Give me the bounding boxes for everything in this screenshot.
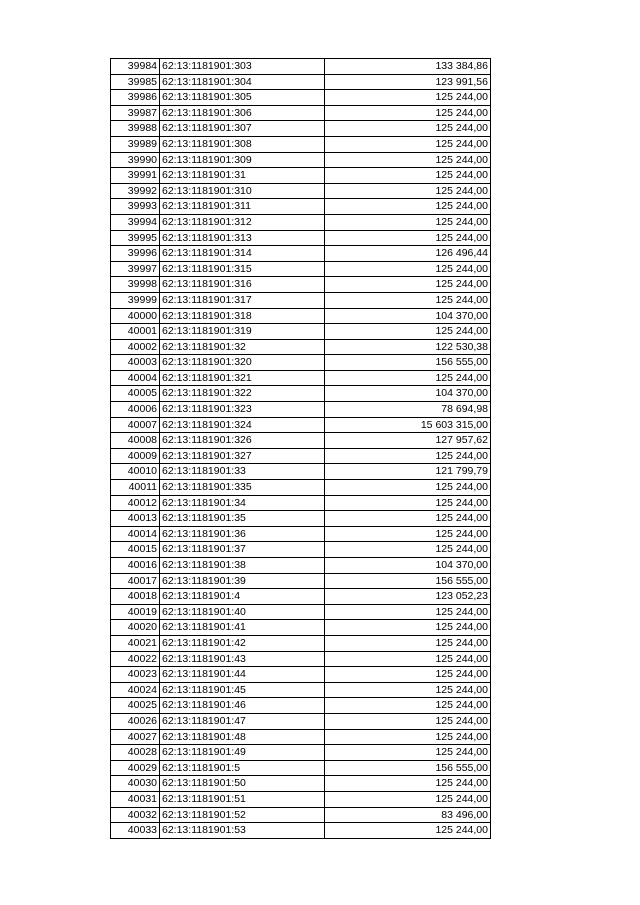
cadastral-number-cell: 62:13:1181901:321	[160, 370, 325, 386]
cadastral-value-cell: 125 244,00	[325, 292, 491, 308]
cadastral-value-cell: 125 244,00	[325, 667, 491, 683]
table-row	[111, 355, 491, 371]
table-row	[111, 526, 491, 542]
cadastral-number-cell: 62:13:1181901:315	[160, 261, 325, 277]
cadastral-number-cell: 62:13:1181901:45	[160, 682, 325, 698]
cadastral-number-cell: 62:13:1181901:46	[160, 698, 325, 714]
cadastral-value-cell: 125 244,00	[325, 199, 491, 215]
row-number-cell: 40009	[111, 448, 160, 464]
cadastral-value-cell: 104 370,00	[325, 308, 491, 324]
row-number-cell: 40011	[111, 480, 160, 496]
row-number-cell: 39990	[111, 152, 160, 168]
row-number-cell: 40002	[111, 339, 160, 355]
cadastral-value-cell: 104 370,00	[325, 386, 491, 402]
cadastral-number-cell: 62:13:1181901:51	[160, 791, 325, 807]
cadastral-value-cell: 126 496,44	[325, 246, 491, 262]
table-row	[111, 495, 491, 511]
cadastral-number-cell: 62:13:1181901:44	[160, 667, 325, 683]
table-row	[111, 90, 491, 106]
row-number-cell: 40004	[111, 370, 160, 386]
row-number-cell: 40010	[111, 464, 160, 480]
row-number-cell: 40019	[111, 604, 160, 620]
row-number-cell: 40030	[111, 776, 160, 792]
row-number-cell: 39997	[111, 261, 160, 277]
table-row	[111, 214, 491, 230]
table-row	[111, 448, 491, 464]
cadastral-number-cell: 62:13:1181901:4	[160, 589, 325, 605]
row-number-cell: 39998	[111, 277, 160, 293]
cadastral-value-cell: 125 244,00	[325, 261, 491, 277]
table-row	[111, 339, 491, 355]
table-row	[111, 386, 491, 402]
table-row	[111, 74, 491, 90]
table-row	[111, 277, 491, 293]
cadastral-value-cell: 125 244,00	[325, 324, 491, 340]
cadastral-number-cell: 62:13:1181901:34	[160, 495, 325, 511]
cadastral-value-cell: 125 244,00	[325, 183, 491, 199]
cadastral-value-cell: 125 244,00	[325, 651, 491, 667]
table-row	[111, 573, 491, 589]
row-number-cell: 40017	[111, 573, 160, 589]
cadastral-number-cell: 62:13:1181901:38	[160, 558, 325, 574]
cadastral-number-cell: 62:13:1181901:31	[160, 168, 325, 184]
row-number-cell: 40016	[111, 558, 160, 574]
cadastral-value-cell: 125 244,00	[325, 526, 491, 542]
document-sheet	[110, 58, 491, 839]
cadastral-number-cell: 62:13:1181901:314	[160, 246, 325, 262]
cadastral-value-cell: 125 244,00	[325, 277, 491, 293]
cadastral-number-cell: 62:13:1181901:327	[160, 448, 325, 464]
cadastral-number-cell: 62:13:1181901:39	[160, 573, 325, 589]
cadastral-number-cell: 62:13:1181901:53	[160, 823, 325, 839]
row-number-cell: 39996	[111, 246, 160, 262]
table-row	[111, 558, 491, 574]
cadastral-number-cell: 62:13:1181901:324	[160, 417, 325, 433]
cadastral-number-cell: 62:13:1181901:313	[160, 230, 325, 246]
cadastral-value-cell: 123 052,23	[325, 589, 491, 605]
cadastral-number-cell: 62:13:1181901:335	[160, 480, 325, 496]
table-body	[111, 59, 491, 839]
cadastral-number-cell: 62:13:1181901:52	[160, 807, 325, 823]
table-row	[111, 121, 491, 137]
table-row	[111, 682, 491, 698]
row-number-cell: 40027	[111, 729, 160, 745]
cadastral-value-cell: 125 244,00	[325, 713, 491, 729]
cadastral-number-cell: 62:13:1181901:306	[160, 105, 325, 121]
cadastral-value-cell: 125 244,00	[325, 745, 491, 761]
row-number-cell: 39991	[111, 168, 160, 184]
row-number-cell: 40007	[111, 417, 160, 433]
table-row	[111, 698, 491, 714]
table-row	[111, 620, 491, 636]
cadastral-value-cell: 104 370,00	[325, 558, 491, 574]
cadastral-value-cell: 125 244,00	[325, 370, 491, 386]
cadastral-number-cell: 62:13:1181901:316	[160, 277, 325, 293]
cadastral-number-cell: 62:13:1181901:307	[160, 121, 325, 137]
cadastral-value-cell: 122 530,38	[325, 339, 491, 355]
row-number-cell: 39989	[111, 136, 160, 152]
cadastral-number-cell: 62:13:1181901:33	[160, 464, 325, 480]
row-number-cell: 40015	[111, 542, 160, 558]
table-row	[111, 59, 491, 75]
cadastral-value-cell: 123 991,56	[325, 74, 491, 90]
row-number-cell: 39984	[111, 59, 160, 75]
cadastral-value-cell: 125 244,00	[325, 682, 491, 698]
table-row	[111, 667, 491, 683]
row-number-cell: 39987	[111, 105, 160, 121]
table-row	[111, 324, 491, 340]
cadastral-number-cell: 62:13:1181901:49	[160, 745, 325, 761]
cadastral-value-cell: 78 694,98	[325, 402, 491, 418]
cadastral-number-cell: 62:13:1181901:40	[160, 604, 325, 620]
table-row	[111, 791, 491, 807]
table-row	[111, 823, 491, 839]
cadastral-number-cell: 62:13:1181901:309	[160, 152, 325, 168]
cadastral-value-cell: 127 957,62	[325, 433, 491, 449]
row-number-cell: 40000	[111, 308, 160, 324]
row-number-cell: 39993	[111, 199, 160, 215]
cadastral-number-cell: 62:13:1181901:310	[160, 183, 325, 199]
cadastral-value-cell: 125 244,00	[325, 168, 491, 184]
cadastral-value-cell: 125 244,00	[325, 698, 491, 714]
table-row	[111, 105, 491, 121]
row-number-cell: 39985	[111, 74, 160, 90]
cadastral-value-cell: 125 244,00	[325, 152, 491, 168]
row-number-cell: 40025	[111, 698, 160, 714]
cadastral-number-cell: 62:13:1181901:320	[160, 355, 325, 371]
cadastral-value-cell: 125 244,00	[325, 495, 491, 511]
cadastral-value-cell: 125 244,00	[325, 90, 491, 106]
cadastral-number-cell: 62:13:1181901:5	[160, 760, 325, 776]
table-row	[111, 760, 491, 776]
row-number-cell: 40020	[111, 620, 160, 636]
cadastral-number-cell: 62:13:1181901:303	[160, 59, 325, 75]
row-number-cell: 40012	[111, 495, 160, 511]
row-number-cell: 39986	[111, 90, 160, 106]
cadastral-value-cell: 125 244,00	[325, 542, 491, 558]
cadastral-value-cell: 125 244,00	[325, 214, 491, 230]
cadastral-value-cell: 156 555,00	[325, 573, 491, 589]
table-row	[111, 604, 491, 620]
cadastral-number-cell: 62:13:1181901:36	[160, 526, 325, 542]
cadastral-number-cell: 62:13:1181901:47	[160, 713, 325, 729]
table-row	[111, 417, 491, 433]
cadastral-number-cell: 62:13:1181901:317	[160, 292, 325, 308]
table-row	[111, 480, 491, 496]
table-row	[111, 464, 491, 480]
cadastral-number-cell: 62:13:1181901:312	[160, 214, 325, 230]
row-number-cell: 39988	[111, 121, 160, 137]
table-row	[111, 511, 491, 527]
cadastral-value-cell: 125 244,00	[325, 448, 491, 464]
table-row	[111, 183, 491, 199]
cadastral-value-cell: 125 244,00	[325, 791, 491, 807]
row-number-cell: 40001	[111, 324, 160, 340]
cadastral-number-cell: 62:13:1181901:319	[160, 324, 325, 340]
cadastral-value-cell: 125 244,00	[325, 230, 491, 246]
row-number-cell: 40005	[111, 386, 160, 402]
cadastral-value-cell: 125 244,00	[325, 604, 491, 620]
cadastral-number-cell: 62:13:1181901:48	[160, 729, 325, 745]
row-number-cell: 39999	[111, 292, 160, 308]
cadastral-number-cell: 62:13:1181901:37	[160, 542, 325, 558]
table-row	[111, 246, 491, 262]
row-number-cell: 40014	[111, 526, 160, 542]
cadastral-number-cell: 62:13:1181901:35	[160, 511, 325, 527]
row-number-cell: 40006	[111, 402, 160, 418]
cadastral-value-cell: 125 244,00	[325, 136, 491, 152]
table-row	[111, 168, 491, 184]
table-row	[111, 433, 491, 449]
cadastral-value-table	[110, 58, 491, 839]
cadastral-value-cell: 125 244,00	[325, 729, 491, 745]
table-row	[111, 402, 491, 418]
table-row	[111, 370, 491, 386]
cadastral-number-cell: 62:13:1181901:41	[160, 620, 325, 636]
row-number-cell: 40018	[111, 589, 160, 605]
cadastral-value-cell: 125 244,00	[325, 480, 491, 496]
cadastral-value-cell: 133 384,86	[325, 59, 491, 75]
cadastral-value-cell: 125 244,00	[325, 511, 491, 527]
cadastral-number-cell: 62:13:1181901:308	[160, 136, 325, 152]
row-number-cell: 40021	[111, 635, 160, 651]
table-row	[111, 776, 491, 792]
cadastral-number-cell: 62:13:1181901:322	[160, 386, 325, 402]
table-row	[111, 136, 491, 152]
cadastral-value-cell: 83 496,00	[325, 807, 491, 823]
table-row	[111, 713, 491, 729]
cadastral-value-cell: 125 244,00	[325, 105, 491, 121]
cadastral-value-cell: 125 244,00	[325, 776, 491, 792]
row-number-cell: 40032	[111, 807, 160, 823]
cadastral-number-cell: 62:13:1181901:304	[160, 74, 325, 90]
row-number-cell: 40029	[111, 760, 160, 776]
row-number-cell: 40024	[111, 682, 160, 698]
row-number-cell: 40023	[111, 667, 160, 683]
table-row	[111, 230, 491, 246]
cadastral-value-cell: 125 244,00	[325, 121, 491, 137]
cadastral-value-cell: 125 244,00	[325, 620, 491, 636]
cadastral-value-cell: 125 244,00	[325, 823, 491, 839]
table-row	[111, 199, 491, 215]
row-number-cell: 40013	[111, 511, 160, 527]
cadastral-value-cell: 121 799,79	[325, 464, 491, 480]
row-number-cell: 40031	[111, 791, 160, 807]
cadastral-value-cell: 156 555,00	[325, 760, 491, 776]
table-row	[111, 651, 491, 667]
row-number-cell: 40008	[111, 433, 160, 449]
cadastral-number-cell: 62:13:1181901:326	[160, 433, 325, 449]
cadastral-number-cell: 62:13:1181901:305	[160, 90, 325, 106]
table-row	[111, 729, 491, 745]
table-row	[111, 308, 491, 324]
cadastral-number-cell: 62:13:1181901:323	[160, 402, 325, 418]
cadastral-value-cell: 156 555,00	[325, 355, 491, 371]
table-row	[111, 635, 491, 651]
table-row	[111, 589, 491, 605]
cadastral-number-cell: 62:13:1181901:318	[160, 308, 325, 324]
row-number-cell: 39992	[111, 183, 160, 199]
row-number-cell: 40033	[111, 823, 160, 839]
cadastral-number-cell: 62:13:1181901:311	[160, 199, 325, 215]
cadastral-number-cell: 62:13:1181901:50	[160, 776, 325, 792]
table-row	[111, 152, 491, 168]
cadastral-number-cell: 62:13:1181901:42	[160, 635, 325, 651]
table-row	[111, 745, 491, 761]
table-row	[111, 542, 491, 558]
cadastral-value-cell: 125 244,00	[325, 635, 491, 651]
row-number-cell: 40026	[111, 713, 160, 729]
cadastral-number-cell: 62:13:1181901:32	[160, 339, 325, 355]
row-number-cell: 40028	[111, 745, 160, 761]
table-row	[111, 261, 491, 277]
row-number-cell: 40022	[111, 651, 160, 667]
row-number-cell: 39995	[111, 230, 160, 246]
cadastral-value-cell: 15 603 315,00	[325, 417, 491, 433]
row-number-cell: 39994	[111, 214, 160, 230]
table-row	[111, 807, 491, 823]
cadastral-number-cell: 62:13:1181901:43	[160, 651, 325, 667]
row-number-cell: 40003	[111, 355, 160, 371]
table-row	[111, 292, 491, 308]
